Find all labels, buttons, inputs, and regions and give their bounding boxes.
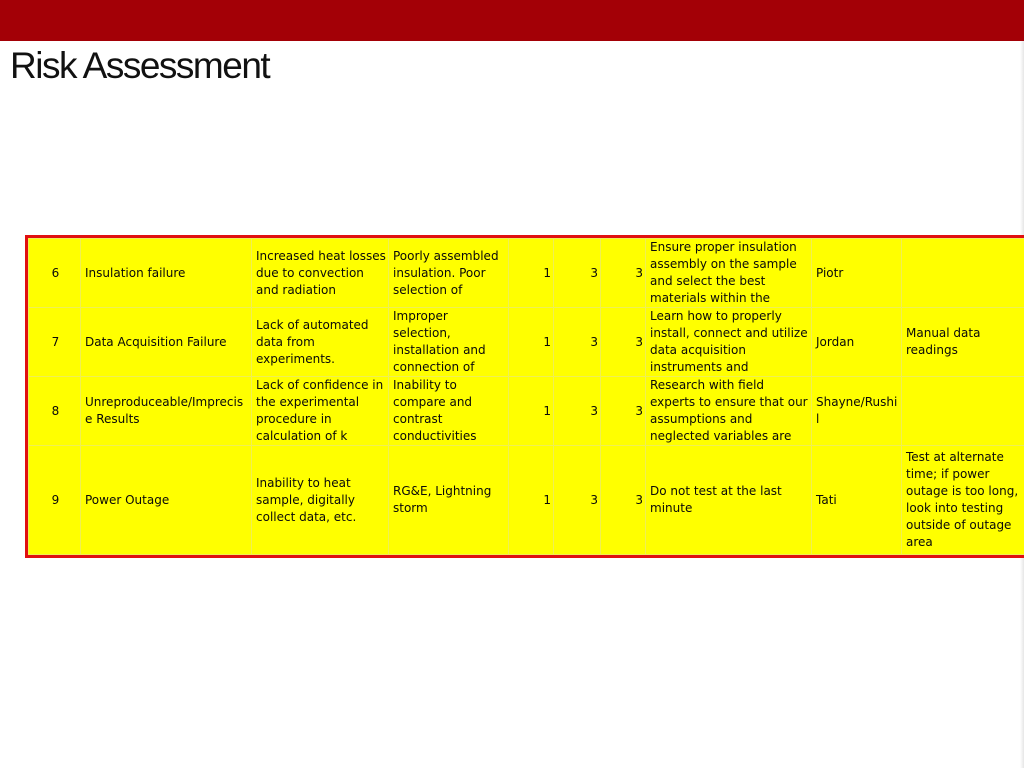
contingency-cell: Test at alternate time; if power outage is too long, look into testing outside of outage area xyxy=(902,446,1024,555)
risk-id-cell: 6 xyxy=(29,239,81,308)
severity-cell: 3 xyxy=(554,446,601,555)
risk-name-cell: Data Acquisition Failure xyxy=(81,308,252,377)
contingency-cell: Manual data readings xyxy=(902,308,1024,377)
risk-name-cell: Insulation failure xyxy=(81,239,252,308)
owner-cell: Tati xyxy=(812,446,902,555)
consequence-cell: Inability to heat sample, digitally collect data, etc. xyxy=(252,446,389,555)
cause-cell xyxy=(389,377,509,446)
severity-cell: 3 xyxy=(554,308,601,377)
table-row xyxy=(29,377,1024,446)
rating-cell: 3 xyxy=(601,308,646,377)
rating-cell: 3 xyxy=(601,377,646,446)
table-row xyxy=(29,239,1024,308)
severity-cell: 3 xyxy=(554,377,601,446)
risk-id-cell: 7 xyxy=(29,308,81,377)
risk-id-cell: 9 xyxy=(29,446,81,555)
consequence-cell xyxy=(252,239,389,308)
table-row xyxy=(29,308,1024,377)
consequence-cell xyxy=(252,308,389,377)
likelihood-cell: 1 xyxy=(509,377,554,446)
contingency-cell xyxy=(902,377,1024,446)
mitigation-text: Research with field experts to ensure that our assumptions and neglected variables are xyxy=(650,378,808,443)
mitigation-text: Learn how to properly install, connect and utilize data acquisition instruments and xyxy=(650,309,808,374)
risk-id-cell: 8 xyxy=(29,377,81,446)
risk-name-cell: Unreproduceable/Imprecise Results xyxy=(81,377,252,446)
mitigation-text: Ensure proper insulation assembly on the sample and select the best materials within the xyxy=(650,240,797,305)
cause-text: Poorly assembled insulation. Poor selection of xyxy=(393,248,499,297)
likelihood-cell: 1 xyxy=(509,239,554,308)
rating-cell: 3 xyxy=(601,239,646,308)
cause-text: Improper selection, installation and connection of xyxy=(393,309,486,374)
mitigation-cell: Do not test at the last minute xyxy=(646,446,812,555)
contingency-cell xyxy=(902,239,1024,308)
owner-cell: Piotr xyxy=(812,239,902,308)
owner-cell: Shayne/Rushil xyxy=(812,377,902,446)
consequence-text: Increased heat losses due to convection and radiation xyxy=(256,248,386,297)
mitigation-cell xyxy=(646,377,812,446)
cause-cell: RG&E, Lightning storm xyxy=(389,446,509,555)
cause-text: Inability to compare and contrast conductivities xyxy=(393,378,477,443)
mitigation-cell xyxy=(646,239,812,308)
cause-cell xyxy=(389,308,509,377)
table-row xyxy=(29,446,1024,555)
consequence-text: Lack of confidence in the experimental procedure in calculation of k xyxy=(256,378,384,443)
severity-cell: 3 xyxy=(554,239,601,308)
rating-cell: 3 xyxy=(601,446,646,555)
header-bar xyxy=(0,0,1024,41)
owner-cell: Jordan xyxy=(812,308,902,377)
mitigation-cell xyxy=(646,308,812,377)
page-title: Risk Assessment xyxy=(10,45,270,86)
risk-assessment-table xyxy=(28,238,1024,555)
consequence-text: Lack of automated data from experiments. xyxy=(256,317,369,366)
risk-name-cell: Power Outage xyxy=(81,446,252,555)
cause-cell xyxy=(389,239,509,308)
consequence-cell xyxy=(252,377,389,446)
likelihood-cell: 1 xyxy=(509,308,554,377)
likelihood-cell: 1 xyxy=(509,446,554,555)
